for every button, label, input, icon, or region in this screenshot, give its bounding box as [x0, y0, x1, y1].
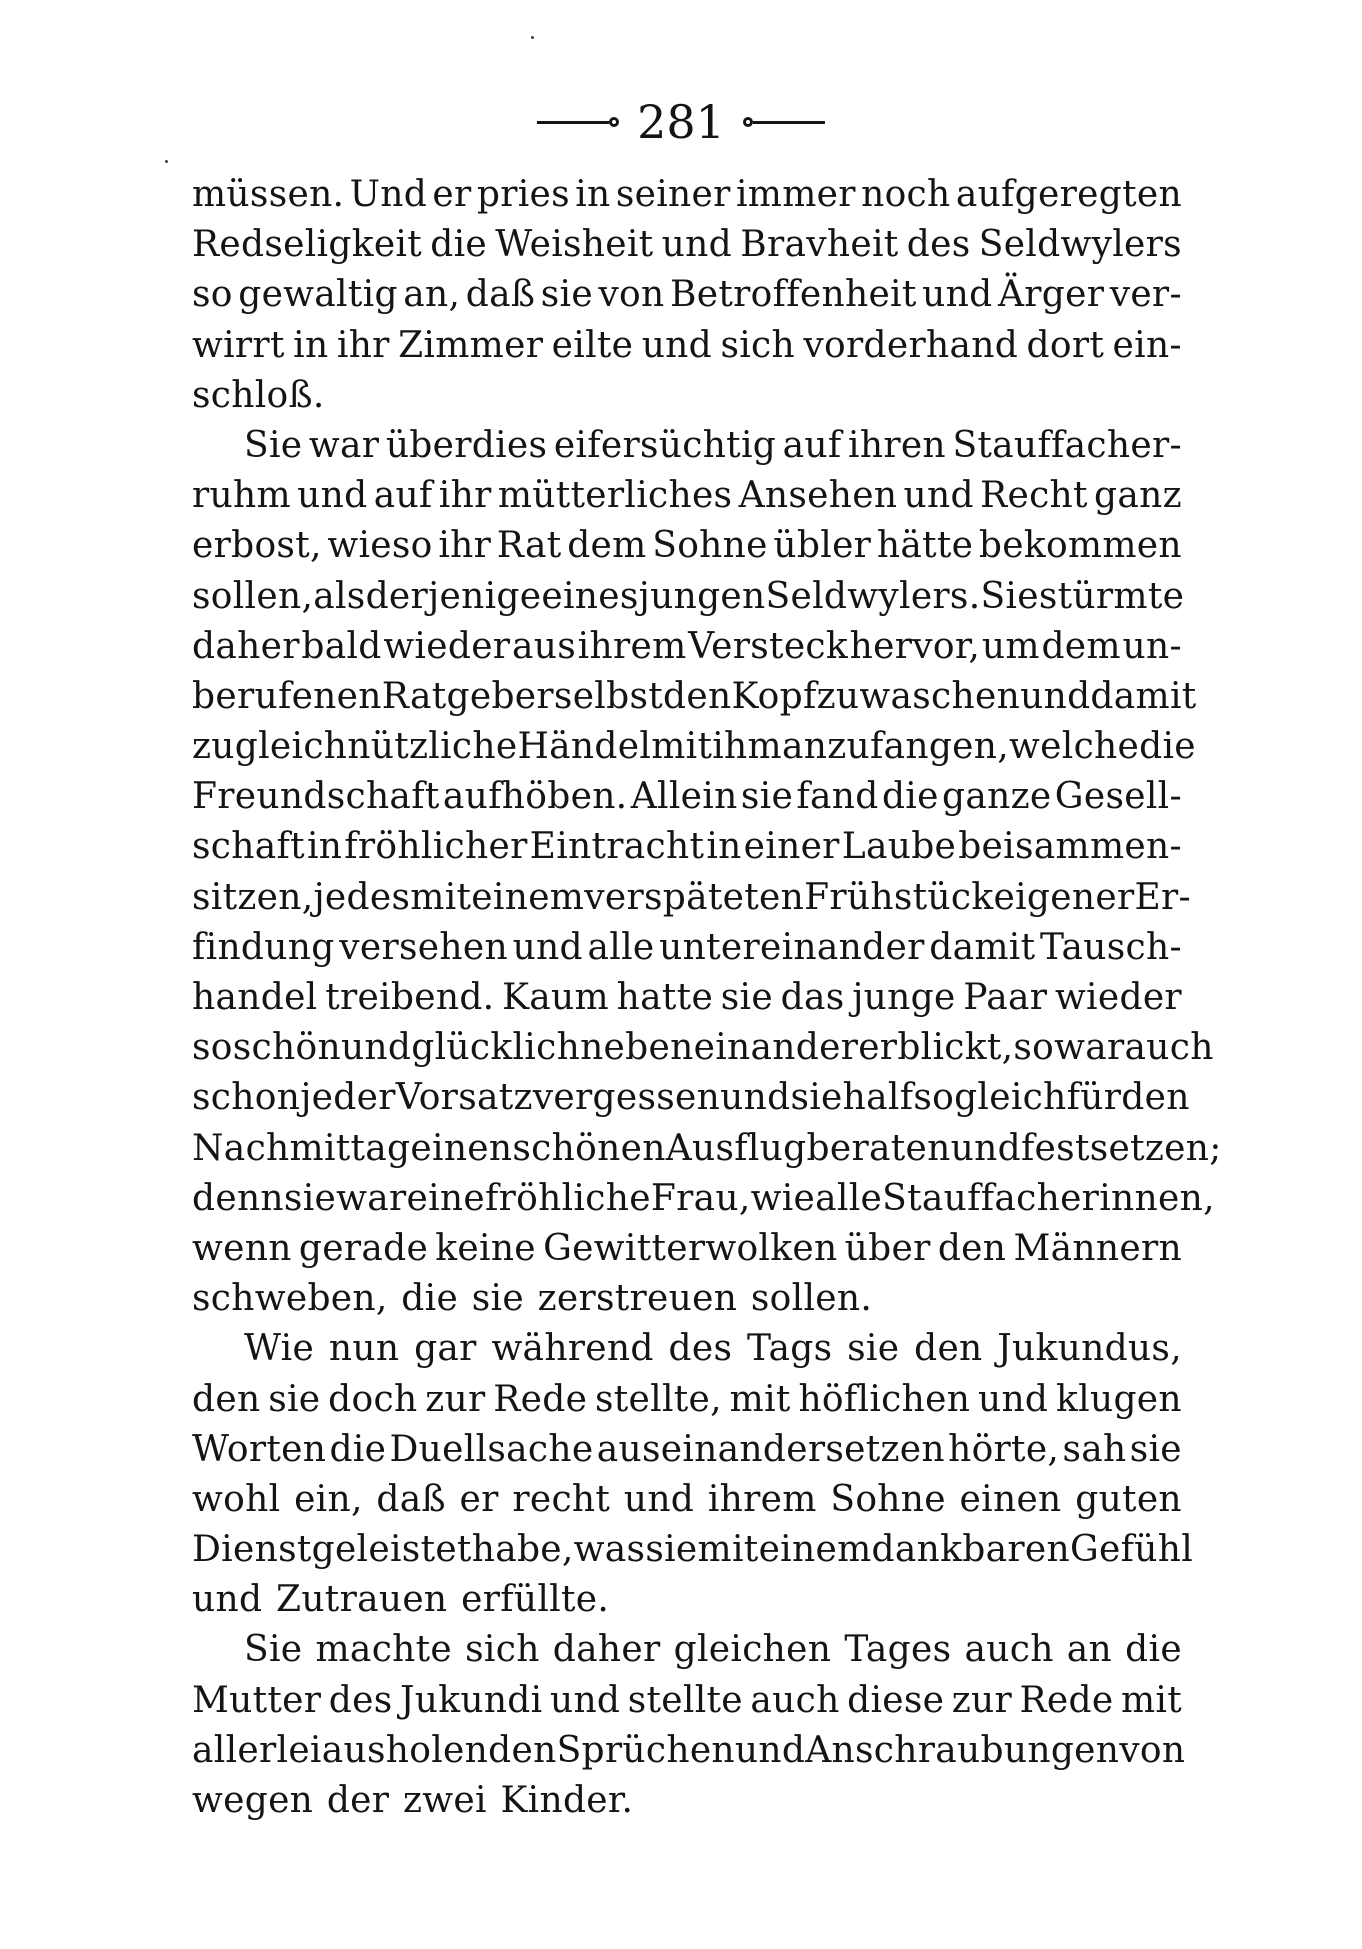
paper-speck — [165, 160, 168, 163]
text-line: handel treibend. Kaum hatte sie das junge Paar wieder — [192, 977, 1182, 1018]
text-line: so schön und glücklich nebeneinander erblickt, so war auch — [192, 1027, 1214, 1069]
text-line: schweben, die sie zerstreuen sollen. — [192, 1278, 873, 1320]
text-line: den sie doch zur Rede stellte, mit höflichen und klugen — [192, 1378, 1182, 1420]
text-line: ruhm und auf ihr mütterliches Ansehen und Recht ganz — [192, 475, 1182, 517]
paper-speck — [531, 36, 534, 39]
text-line: allerlei ausholenden Sprüchen und Anschraubungen von — [192, 1729, 1186, 1771]
ornament-ring — [609, 117, 619, 127]
text-line: Dienst geleistet habe, was sie mit einem dankbaren Gefühl — [192, 1529, 1194, 1571]
text-line: wohl ein, daß er recht und ihrem Sohne einen guten — [192, 1478, 1182, 1520]
page-number: 281 — [637, 95, 725, 149]
paragraph — [192, 170, 1182, 421]
text-line: Mutter des Jukundi und stellte auch diese zur Rede mit — [192, 1679, 1182, 1721]
text-line: berufenen Ratgeber selbst den Kopf zu waschen und damit — [192, 675, 1197, 717]
ornament-rule — [753, 121, 825, 124]
text-line: denn sie war eine fröhliche Frau, wie alle Stauffacherinnen, — [192, 1177, 1215, 1219]
text-line: Sie war überdies eifersüchtig auf ihren Stauffacher- — [244, 424, 1182, 466]
text-line: zugleich nützliche Händel mit ihm anzufangen, welche die — [192, 726, 1196, 768]
text-line: daher bald wieder aus ihrem Versteck hervor, um dem un- — [192, 625, 1182, 667]
body-text — [192, 170, 1222, 1826]
text-line: Worten die Duellsache auseinandersetzen hörte, sah sie — [192, 1428, 1182, 1470]
text-line: wegen der zwei Kinder. — [192, 1780, 634, 1821]
paragraph — [192, 421, 1222, 1324]
text-line: so gewaltig an, daß sie von Betroffenheit und Ärger ver- — [192, 274, 1182, 316]
text-line: Nachmittag einen schönen Ausflug beraten und festsetzen; — [192, 1127, 1222, 1169]
text-line: Sie machte sich daher gleichen Tages auch an die — [244, 1629, 1182, 1671]
right-ornament — [743, 117, 825, 127]
text-line: Freundschaft aufhöben. Allein sie fand die ganze Gesell- — [192, 776, 1182, 818]
ornament-rule — [537, 121, 609, 124]
text-line: schaft in fröhlicher Eintracht in einer Laube beisammen- — [192, 826, 1182, 868]
text-line: müssen. Und er pries in seiner immer noch aufgeregten — [192, 174, 1182, 215]
text-line: Wie nun gar während des Tags sie den Jukundus, — [244, 1328, 1182, 1370]
paragraph — [192, 1625, 1186, 1826]
text-line: schloß. — [192, 374, 325, 416]
page-header — [0, 92, 1362, 152]
paragraph — [192, 1324, 1194, 1625]
text-line: schon jeder Vorsatz vergessen und sie half sogleich für den — [192, 1077, 1190, 1119]
left-ornament — [537, 117, 619, 127]
text-line: erbost, wieso ihr Rat dem Sohne übler hätte bekommen — [192, 525, 1182, 567]
text-line: Redseligkeit die Weisheit und Bravheit des Seldwylers — [192, 224, 1182, 266]
text-line: wenn gerade keine Gewitterwolken über den Männern — [192, 1227, 1182, 1269]
text-line: sollen, als derjenige eines jungen Seldwylers. Sie stürmte — [192, 575, 1185, 617]
text-line: und Zutrauen erfüllte. — [192, 1579, 610, 1621]
text-line: wirrt in ihr Zimmer eilte und sich vorderhand dort ein- — [192, 324, 1182, 366]
text-line: sitzen, jedes mit einem verspäteten Frühstück eigener Er- — [192, 876, 1192, 918]
ornament-ring — [743, 117, 753, 127]
text-line: findung versehen und alle untereinander damit Tausch- — [192, 926, 1182, 968]
